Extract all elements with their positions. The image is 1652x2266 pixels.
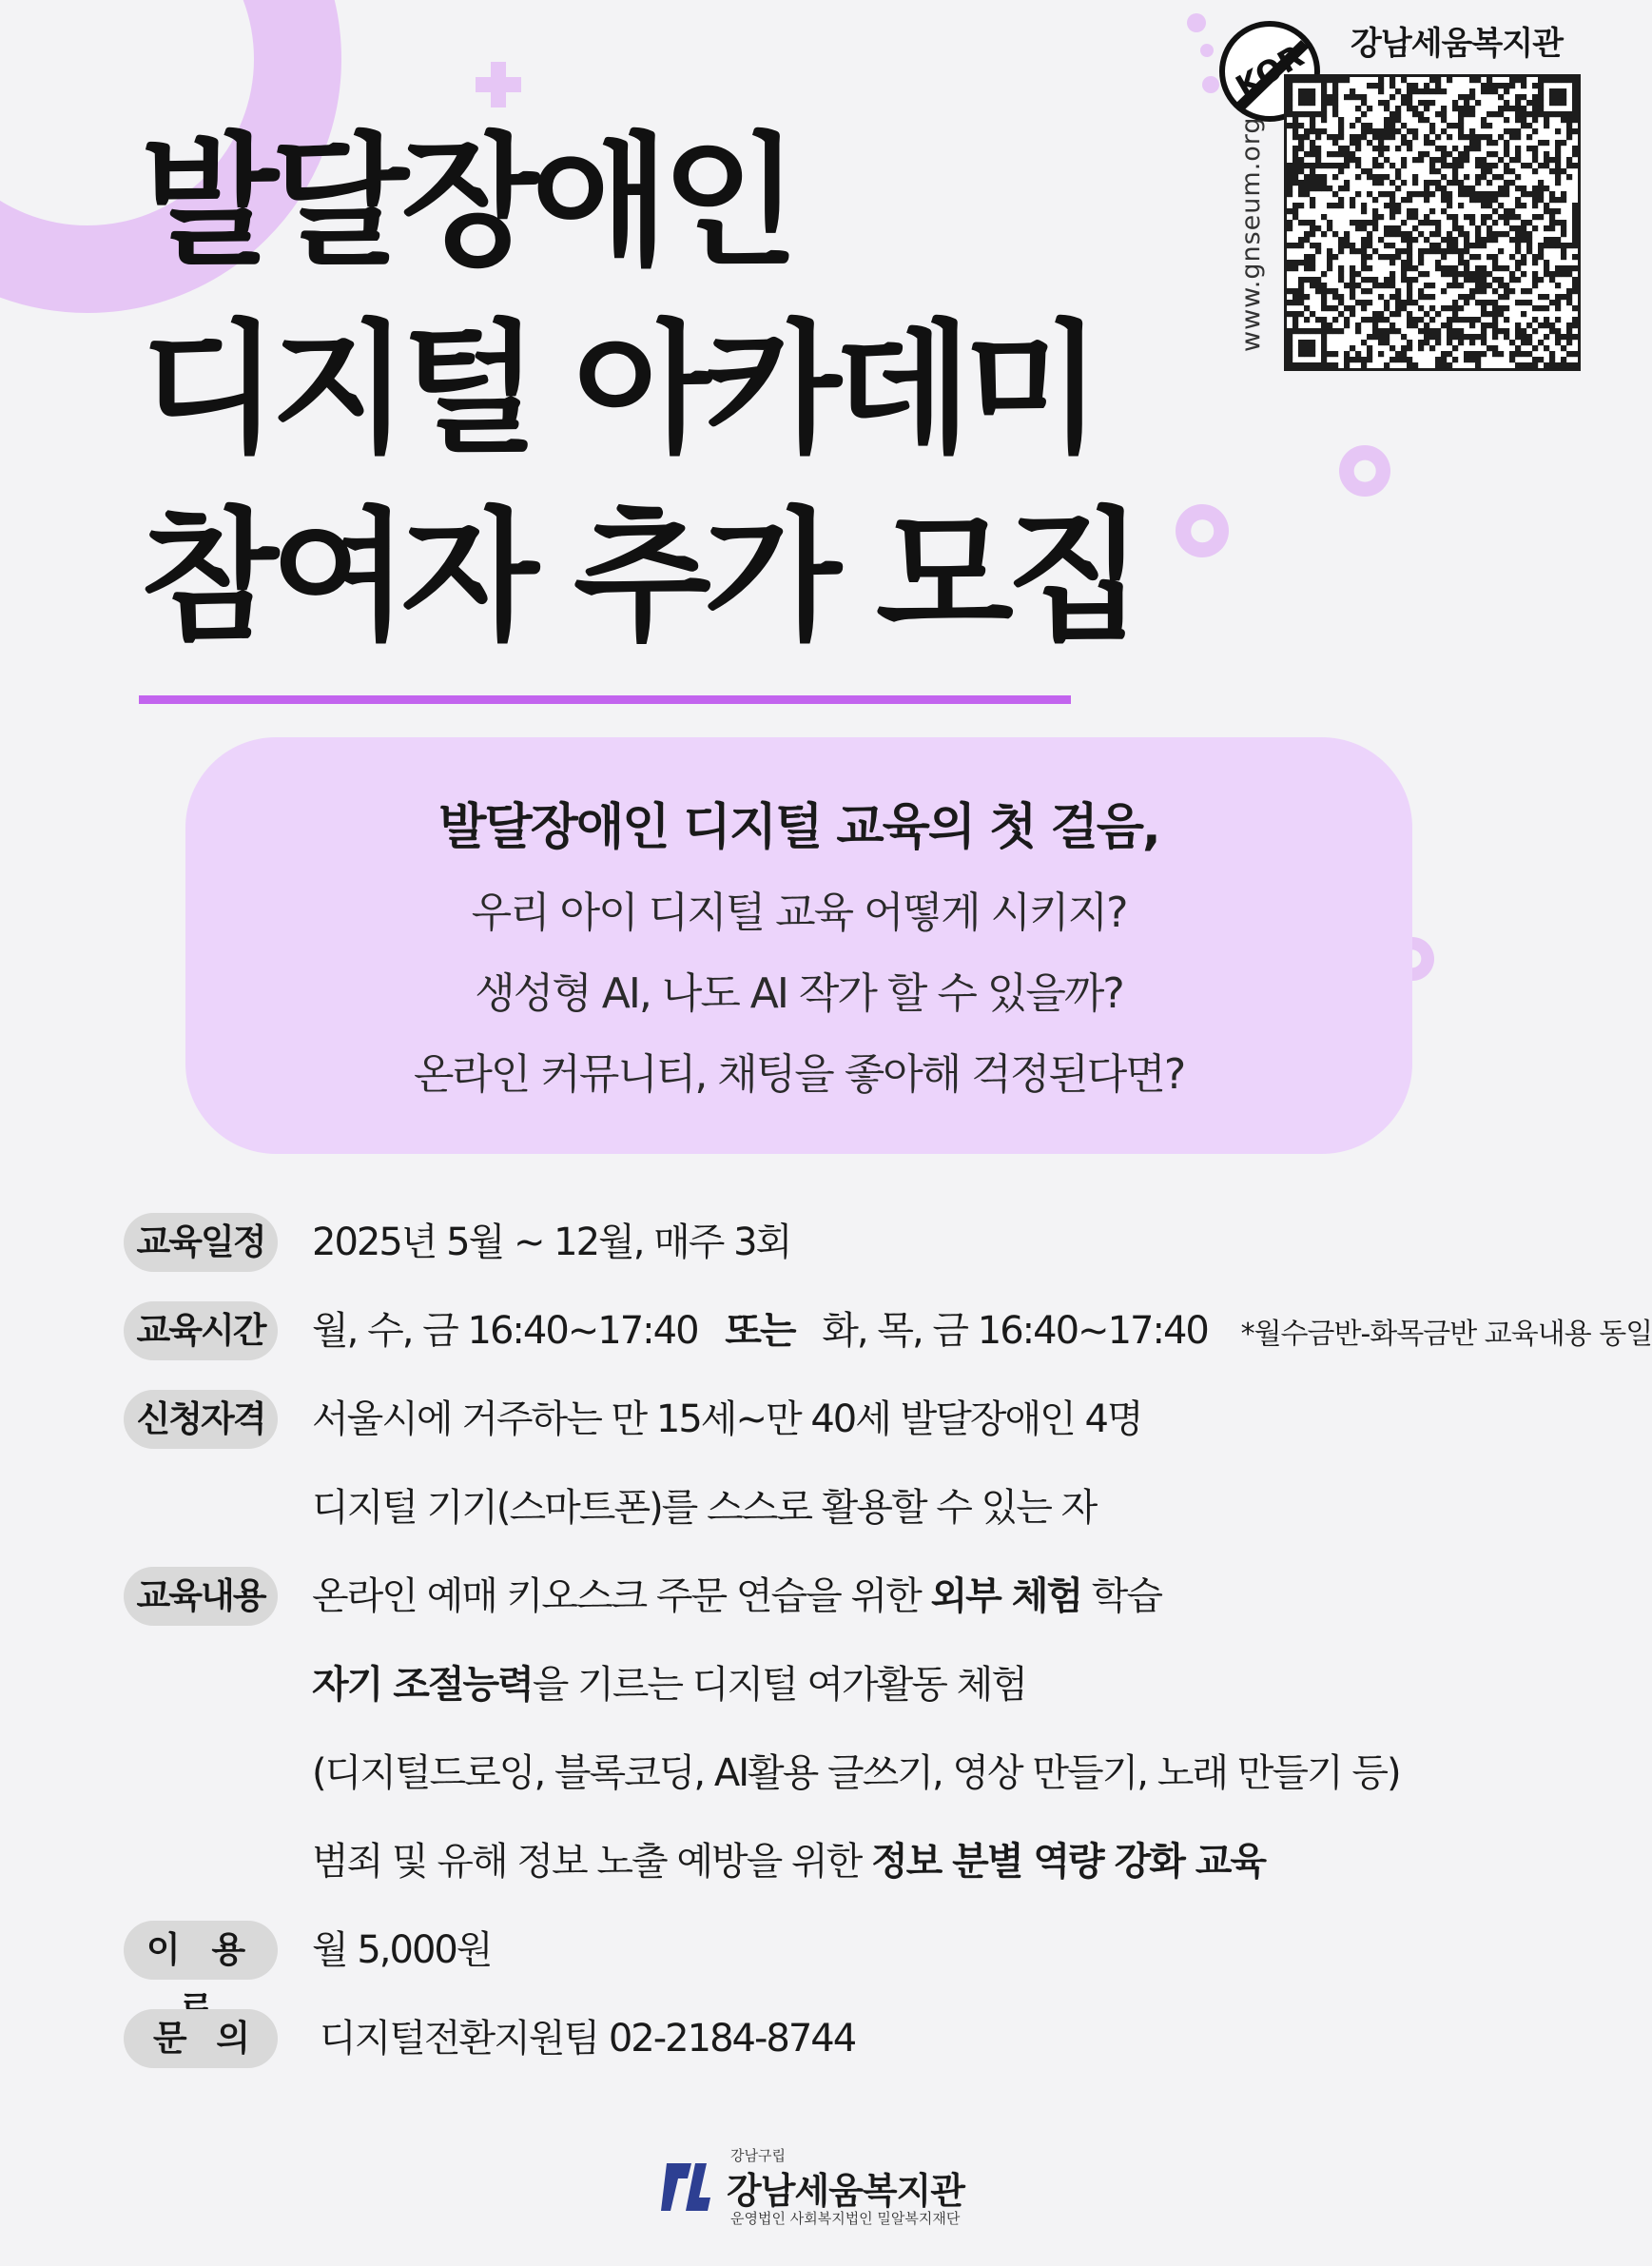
label-fee: 이 용	[124, 1921, 278, 1980]
promo-headline: 발달장애인 디지털 교육의 첫 걸음,	[438, 799, 1159, 856]
decorative-dot	[1200, 44, 1214, 57]
eligibility-line-2: 디지털 기기(스마트폰)를 스스로 활용할 수 있는 자	[312, 1486, 1097, 1530]
brand-url: www.gnseum.org	[1236, 116, 1266, 352]
contact-text: 디지털전환지원팀 02-2184-8744	[320, 2017, 856, 2061]
gangnam-seum-logo-icon	[659, 2154, 712, 2217]
fee-text: 월 5,000원	[312, 1928, 492, 1972]
decorative-ring-small	[1176, 504, 1229, 557]
label-schedule: 교육일정	[124, 1213, 278, 1272]
label-time: 교육시간	[124, 1301, 278, 1360]
label-contact: 문 의	[124, 2009, 278, 2068]
content-line-4-emphasis: 정보 분별 역량 강화 교육	[870, 1840, 1266, 1884]
title-underline	[139, 695, 1071, 704]
content-line-3: (디지털드로잉, 블록코딩, AI활용 글쓰기, 영상 만들기, 노래 만들기 등)	[312, 1751, 1400, 1795]
footer-district: 강남구립	[730, 2147, 786, 2164]
footer-operator: 운영법인 사회복지법인 밀알복지재단	[730, 2210, 961, 2227]
brand-name: 강남세움복지관	[1351, 25, 1563, 63]
qr-code[interactable]	[1284, 74, 1581, 371]
decorative-dot	[1187, 13, 1206, 32]
time-or: 또는	[725, 1309, 795, 1353]
label-content: 교육내용	[124, 1567, 278, 1626]
label-eligibility: 신청자격	[124, 1390, 278, 1449]
content-line-1	[312, 1567, 1161, 1626]
content-line-1-tail: 학습	[1081, 1574, 1162, 1618]
decorative-plus-icon	[476, 62, 521, 107]
time-row	[312, 1301, 1652, 1364]
content-line-2-emphasis: 자기 조절능력	[312, 1663, 533, 1707]
eligibility-line-1: 서울시에 거주하는 만 15세~만 40세 발달장애인 4명	[312, 1397, 1142, 1441]
footer-org-name: 강남세움복지관	[727, 2170, 964, 2212]
content-line-1-emphasis: 외부 체험	[930, 1574, 1082, 1618]
title-line-2: 디지털 아카데미	[141, 307, 1095, 473]
promo-line-1: 우리 아이 디지털 교육 어떻게 시키지?	[471, 889, 1127, 937]
promo-panel	[185, 737, 1412, 1154]
promo-line-3: 온라인 커뮤니티, 채팅을 좋아해 걱정된다면?	[413, 1050, 1185, 1099]
content-line-4	[312, 1832, 1265, 1891]
content-line-1-text: 온라인 예매 키오스크 주문 연습을 위한	[312, 1574, 931, 1618]
schedule-text: 2025년 5월 ~ 12월, 매주 3회	[312, 1221, 791, 1264]
time-note: *월수금반-화목금반 교육내용 동일	[1240, 1318, 1652, 1351]
content-line-2-text: 을 기르는 디지털 여가활동 체험	[532, 1663, 1026, 1707]
decorative-ring-small	[1339, 445, 1390, 497]
time-option-2: 화, 목, 금 16:40~17:40	[822, 1309, 1208, 1353]
promo-line-2: 생성형 AI, 나도 AI 작가 할 수 있을까?	[475, 969, 1123, 1018]
title-line-1: 발달장애인	[141, 120, 792, 285]
content-line-2	[312, 1655, 1026, 1714]
title-line-3: 참여자 추가 모집	[141, 495, 1137, 660]
content-line-4-text: 범죄 및 유해 정보 노출 예방을 위한	[312, 1840, 871, 1884]
time-option-1: 월, 수, 금 16:40~17:40	[312, 1309, 698, 1353]
